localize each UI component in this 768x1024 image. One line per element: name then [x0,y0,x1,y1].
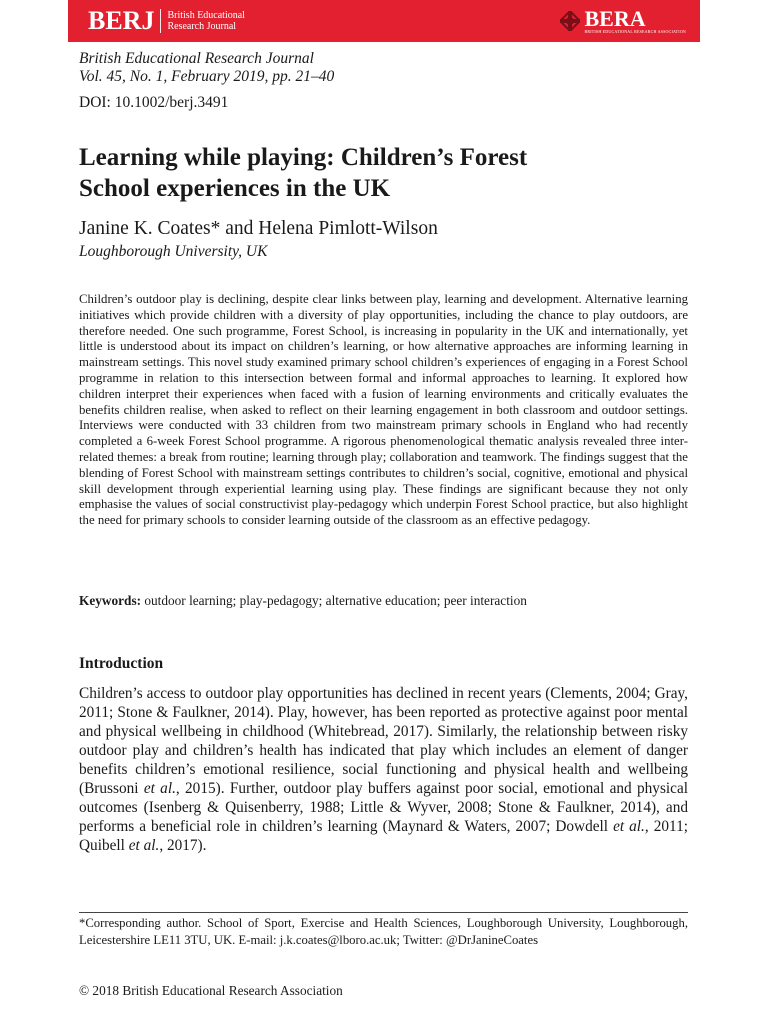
abstract: Children’s outdoor play is declining, despite clear links between play, learning and development. Alternative learning initiatives which provide children with a diversity of play opportunities, including the chance to play outdoors, are therefore needed. One such programme, Forest School, is increasing in popularity in the UK and internationally, yet little is understood about its impact on children’s learning, or how alternative approaches are informing learning in mainstream settings. This novel study examined primary school children’s experiences of engaging in a Forest School programme in relation to this intersection between formal and informal approaches to learning. It explored how children interpret their experiences when faced with a fusion of learning environments and critically evaluates the benefits children realise, when asked to reflect on their learning engagement in both classroom and outdoor settings. Interviews were conducted with 33 children from two mainstream primary schools in England who had recently completed a 6-week Forest School programme. A rigorous phenomenological thematic analysis revealed three inter-related themes: a break from routine; learning through play; collaboration and teamwork. The findings suggest that the blending of Forest School with mainstream settings contributes to children’s social, cognitive, emotional and physical skill development through experiential learning using play. These findings are significant because they not only emphasise the values of social constructivist play-pedagogy which underpin Forest School practice, but also highlight the need for primary schools to consider learning outside of the classroom as an effective pedagogy. [79,292,688,528]
journal-banner [68,0,700,42]
journal-volume: Vol. 45, No. 1, February 2019, pp. 21–40 [79,68,335,85]
article-title-line2: School experiences in the UK [79,175,391,202]
article-title [79,142,699,204]
article-title-line1: Learning while playing: Children’s Forest [79,144,528,171]
bera-emblem-icon [560,11,580,31]
bera-logo: BERA [584,6,646,31]
berj-brand [88,6,245,36]
copyright: © 2018 British Educational Research Association [79,983,343,998]
journal-name: British Educational Research Journal [79,50,314,67]
berj-subtitle-line2: Research Journal [167,21,237,32]
affiliation: Loughborough University, UK [79,243,268,260]
intro-etal-1: et al. [143,780,176,797]
intro-etal-2: et al. [613,818,645,835]
footnote: *Corresponding author. School of Sport, Exercise and Health Sciences, Loughborough University, Loughborough, Leicestershire LE11 3TU, UK. E-mail: j.k.coates@lboro.ac.uk; Twitter: @DrJanineCoates [79,916,688,947]
berj-subtitle [167,10,245,32]
banner-divider [160,9,161,33]
introduction-paragraph [79,684,688,855]
bera-text [584,8,686,34]
bera-subtitle: BRITISH EDUCATIONAL RESEARCH ASSOCIATION [584,29,686,34]
bera-brand [560,8,686,34]
intro-text-2: , 2015). Further, outdoor play buffers against poor social, emotional and physical outcomes (Isenberg & Quisenberry, 1988; Little & Wyver, 2008; Stone & Faulkner, 2014), and performs a beneficial role in children’s learning (Maynard & Waters, 2007; Dowdell [79,780,688,835]
doi: DOI: 10.1002/berj.3491 [79,94,229,111]
section-heading-introduction: Introduction [79,655,164,672]
intro-text-3: , 2011; Quibell [79,818,688,854]
intro-text-4: , 2017). [159,837,207,854]
keywords-list: outdoor learning; play-pedagogy; alternative education; peer interaction [144,593,527,608]
footnote-rule [79,912,688,913]
authors: Janine K. Coates* and Helena Pimlott-Wilson [79,218,438,239]
keywords-label: Keywords: [79,593,142,608]
berj-logo: BERJ [88,6,155,35]
intro-text-1: Children’s access to outdoor play opportunities has declined in recent years (Clements, 2004; Gray, 2011; Stone & Faulkner, 2014). Play, however, has been reported as protective against poor mental and physical wellbeing in childhood (Whitebread, 2017). Similarly, the relationship between risky outdoor play and children’s health has indicated that play which includes an element of danger benefits children’s emotional resilience, social functioning and physical health and wellbeing (Brussoni [79,685,688,797]
keywords [79,593,527,609]
journal-citation [79,50,334,86]
berj-subtitle-line1: British Educational [167,10,245,21]
intro-etal-3: et al. [128,837,160,854]
